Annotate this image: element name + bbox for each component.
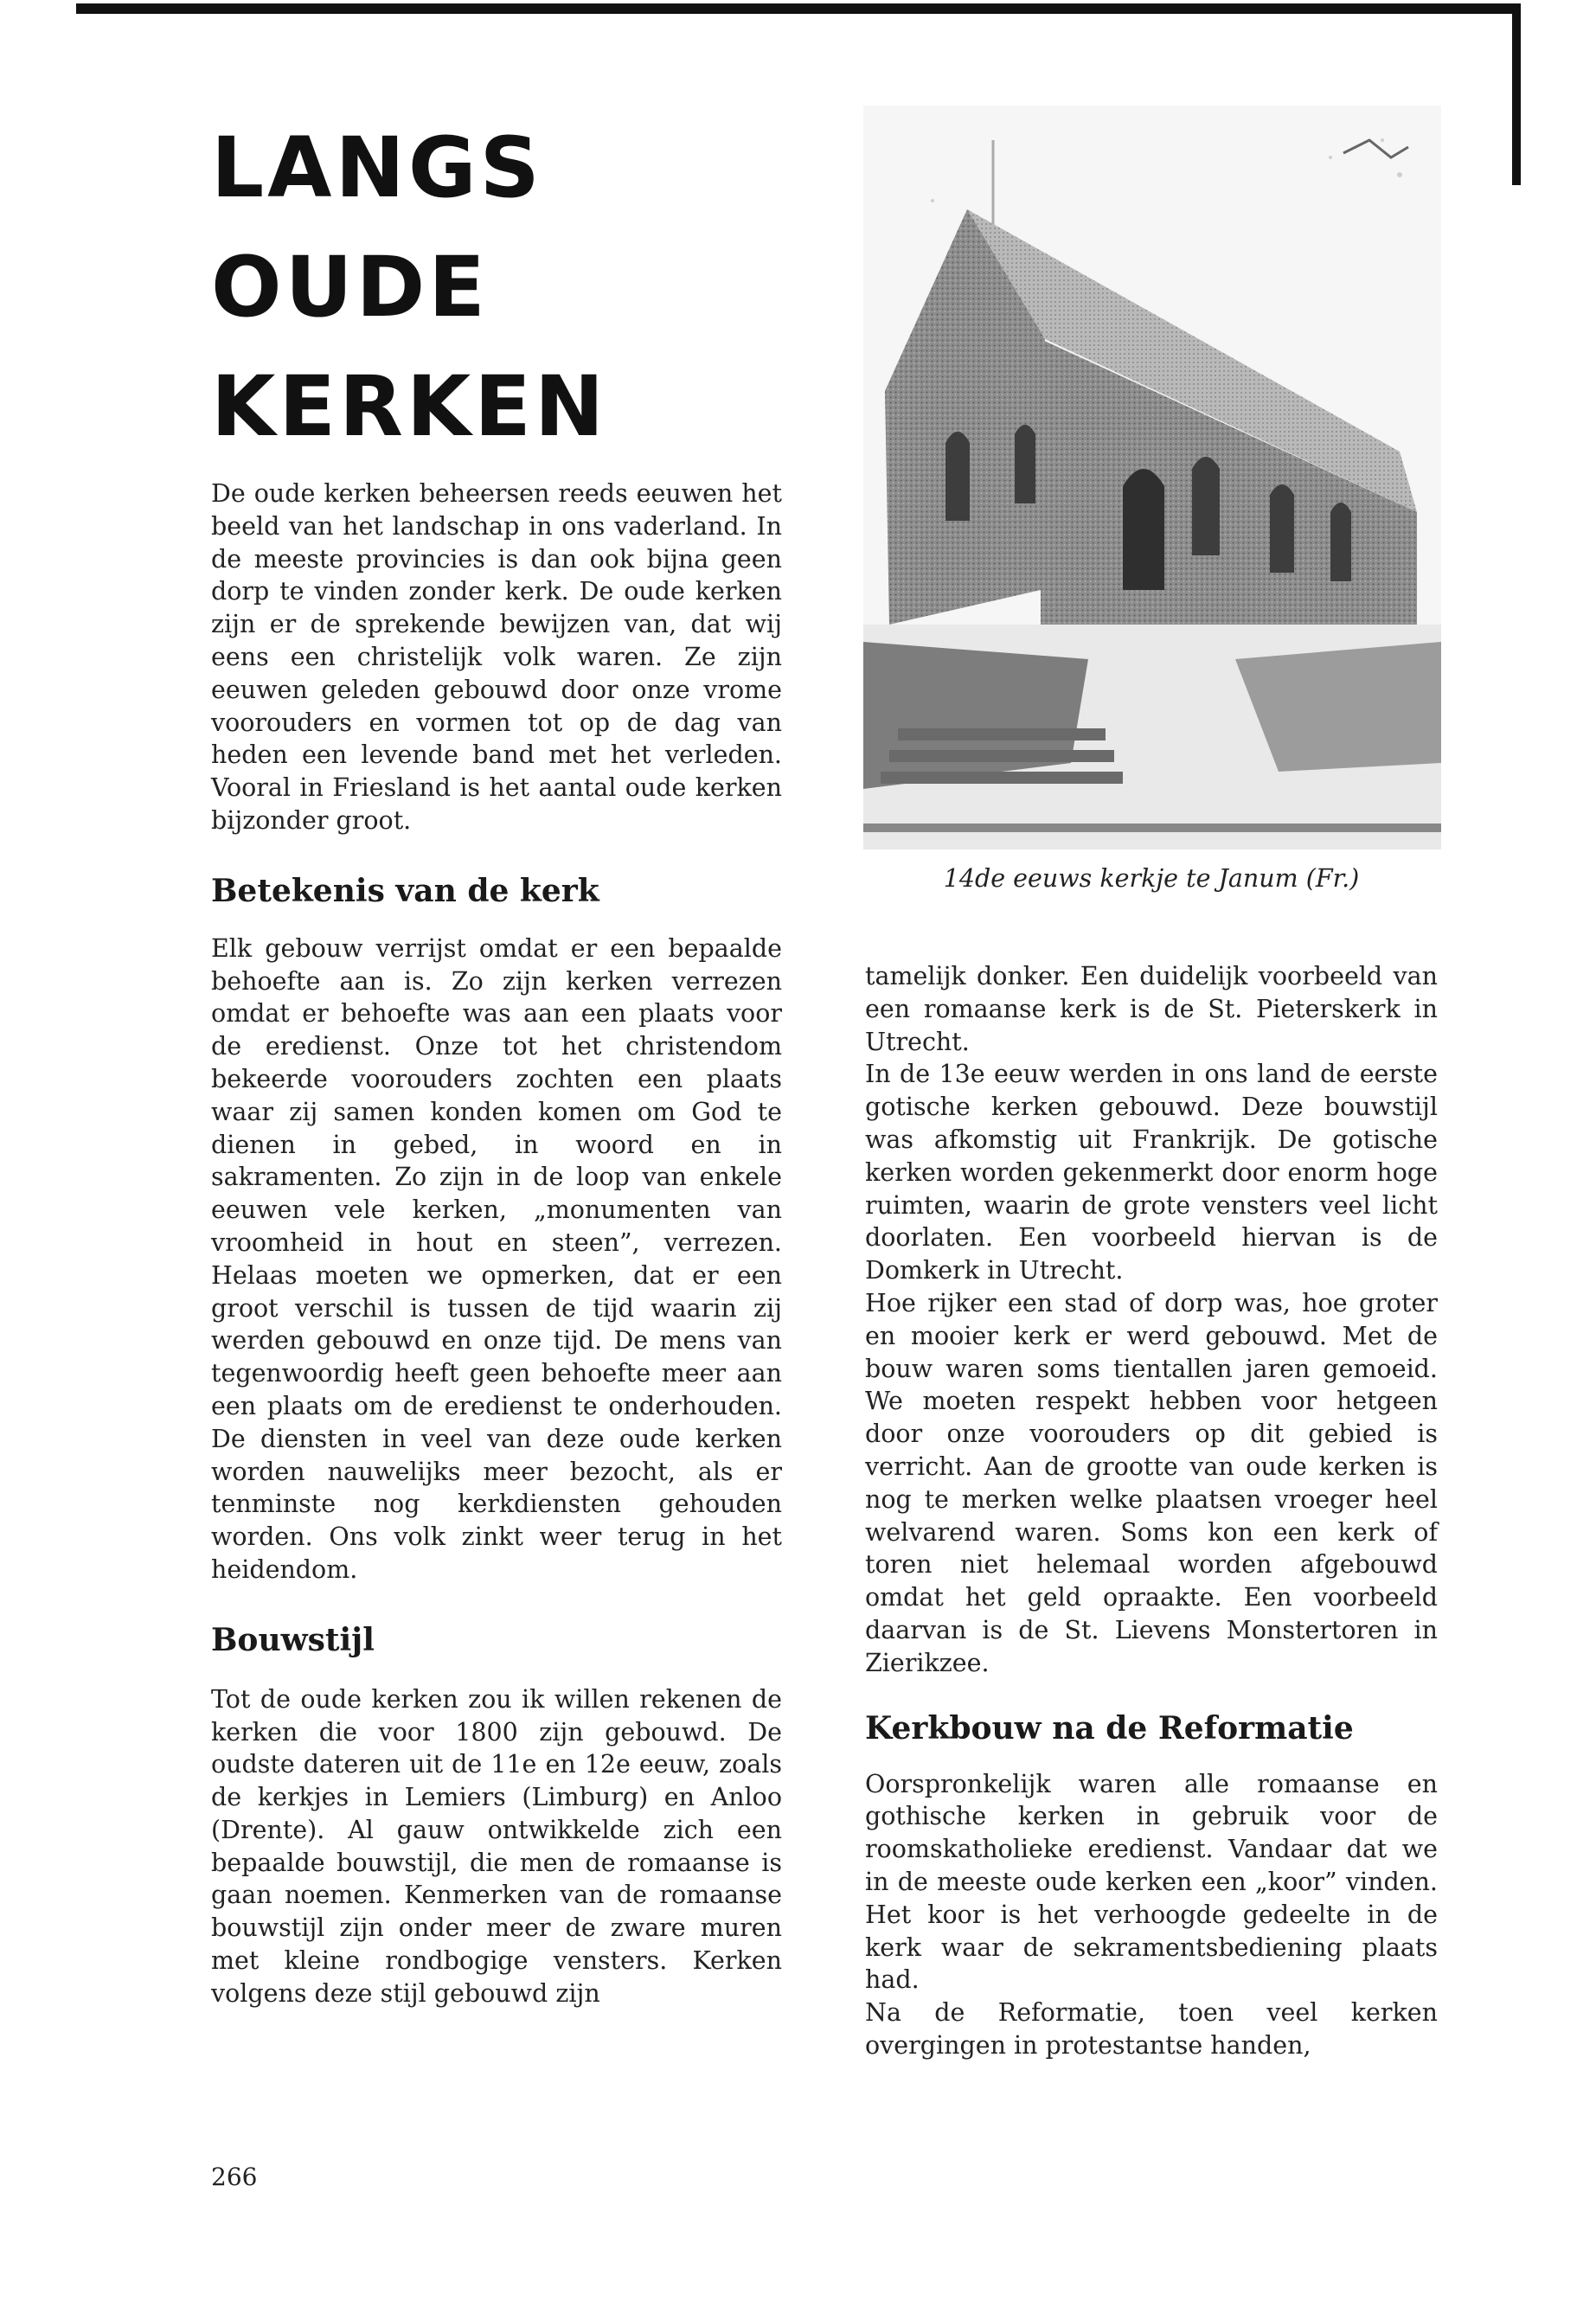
section-heading-bouwstijl: Bouwstijl [211, 1621, 375, 1658]
paragraph-reformatie-1: Oorspronkelijk waren alle romaanse en gothische kerken in gebruik voor de roomskatholieke eredienst. Vandaar dat we in de meeste oude kerken een „koor” vinden. Het koor is het verhoogde gedeelte in de kerk waar de sekramentsbediening plaats had. [865, 1769, 1438, 1995]
section-heading-reformatie: Kerkbouw na de Reformatie [865, 1709, 1354, 1747]
right-rule [1512, 3, 1521, 185]
intro-paragraph: De oude kerken beheersen reeds eeuwen het beeld van het landschap in ons vaderland. In de meeste provincies is dan ook bijna geen dorp te vinden zonder kerk. De oude kerken zijn er de sprekende bewijzen van, dat wij eens een christelijk volk waren. Ze zijn eeuwen geleden gebouwd door onze vrome voorouders en vormen tot op de dag van heden een levende band met het verleden. Vooral in Friesland is het aantal oude kerken bijzonder groot. [211, 479, 782, 835]
title-line-1: LANGS [211, 119, 543, 216]
title-line-2: OUDE [211, 239, 489, 336]
article-title [211, 108, 607, 466]
right-column [865, 960, 1438, 2062]
church-illustration [863, 106, 1441, 849]
page-number: 266 [211, 2163, 258, 2191]
paragraph-betekenis: Elk gebouw verrijst omdat er een bepaalde behoefte aan is. Zo zijn kerken verrezen omdat er behoefte was aan een plaats voor de eredienst. Onze tot het christendom bekeerde voorouders zochten een plaats waar zij samen konden komen om God te dienen in gebed, in woord en in sakramenten. Zo zijn in de loop van enkele eeuwen vele kerken, „monumenten van vroomheid in hout en steen”, verrezen. Helaas moeten we opmerken, dat er een groot verschil is tussen de tijd waarin zij werden gebouwd en onze tijd. De mens van tegenwoordig heeft geen behoefte meer aan een plaats om de eredienst te onderhouden. De diensten in veel van deze oude kerken worden nauwelijks meer bezocht, als er tenminste nog kerkdiensten gehouden worden. Ons volk zinkt weer terug in het heidendom. [211, 933, 782, 1584]
section-heading-betekenis: Betekenis van de kerk [211, 872, 599, 909]
left-column [211, 478, 782, 2010]
paragraph-bouwstijl: Tot de oude kerken zou ik willen rekenen de kerken die voor 1800 zijn gebouwd. De oudste dateren uit de 11e en 12e eeuw, zoals de kerkjes in Lemiers (Limburg) en Anloo (Drente). Al gauw ontwikkelde zich een bepaalde bouwstijl, die men de romaanse is gaan noemen. Kenmerken van de romaanse bouwstijl zijn onder meer de zware muren met kleine rondbogige vensters. Kerken volgens deze stijl gebouwd zijn [211, 1684, 782, 2008]
paragraph-right-2: In de 13e eeuw werden in ons land de eerste gotische kerken gebouwd. Deze bouwstijl was afkomstig uit Frankrijk. De gotische kerken worden gekenmerkt door enorm hoge ruimten, waarin de grote vensters veel licht doorlaten. Een voorbeeld hiervan is de Domkerk in Utrecht. [865, 1060, 1438, 1285]
title-line-3: KERKEN [211, 358, 608, 455]
paragraph-right-3: Hoe rijker een stad of dorp was, hoe groter en mooier kerk er werd gebouwd. Met de bouw waren soms tientallen jaren gemoeid. We moeten respekt hebben voor hetgeen door onze voorouders op dit gebied is verricht. Aan de grootte van oude kerken is nog te merken welke plaatsen vroeger heel welvarend waren. Soms kon een kerk of toren niet helemaal worden afgebouwd omdat het geld opraakte. Een voorbeeld daarvan is de St. Lievens Monstertoren in Zierikzee. [865, 1288, 1438, 1677]
church-photo [863, 106, 1441, 849]
top-rule [76, 3, 1516, 14]
paragraph-reformatie-2: Na de Reformatie, toen veel kerken overgingen in protestantse handen, [865, 1998, 1438, 2060]
photo-caption: 14de eeuws kerkje te Janum (Fr.) [943, 864, 1360, 893]
paragraph-right-1: tamelijk donker. Een duidelijk voorbeeld van een romaanse kerk is de St. Pieterskerk in Utrecht. [865, 962, 1438, 1056]
